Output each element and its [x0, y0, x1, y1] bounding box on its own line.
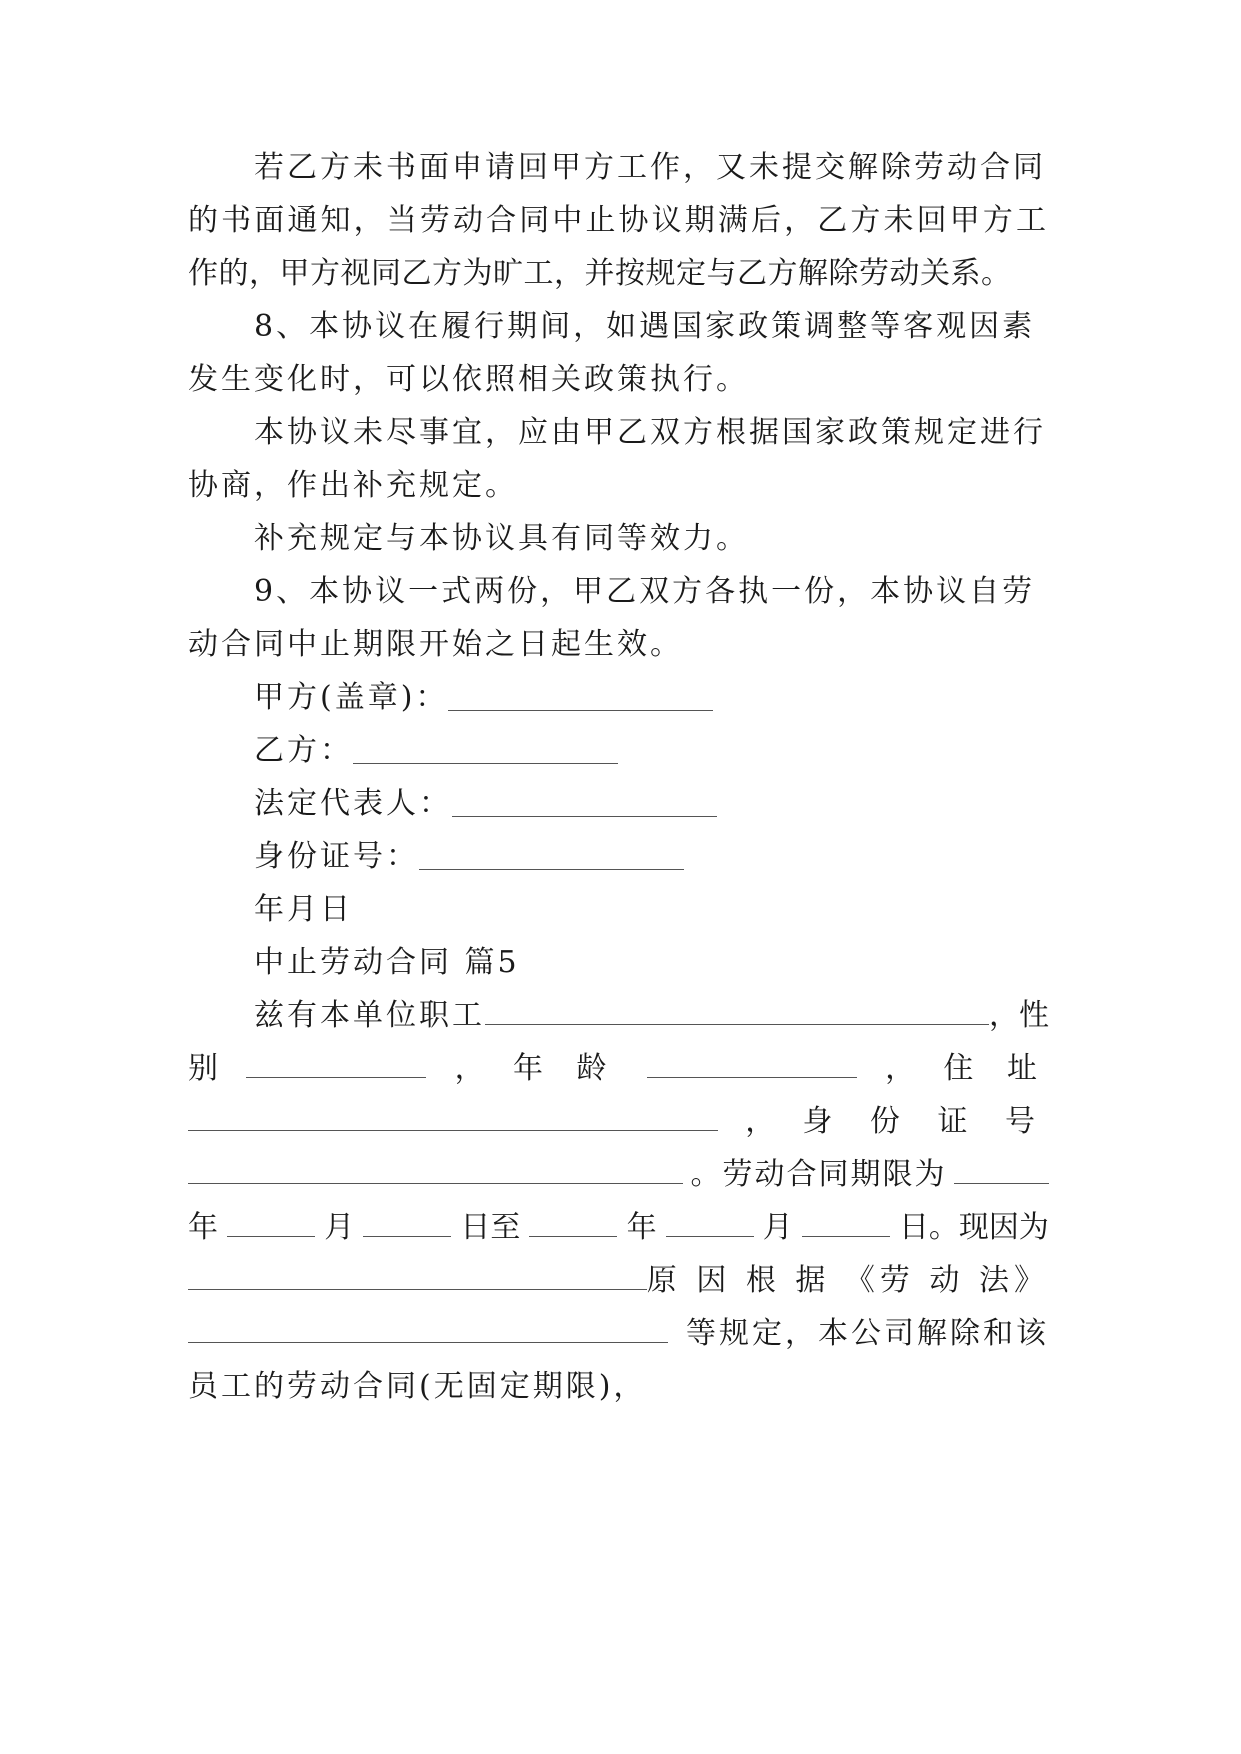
notice-text: ， — [745, 1104, 776, 1139]
notice-text: 别 — [188, 1051, 218, 1086]
signature-party-a — [254, 669, 1049, 727]
paragraph-line: 发生变化时，可以依照相关政策执行。 — [188, 362, 749, 397]
notice-text: 年 — [626, 1210, 657, 1245]
notice-text: 日至 — [460, 1210, 521, 1245]
paragraph-line: 作的，甲方视同乙方为旷工，并按规定与乙方解除劳动关系。 — [188, 256, 1012, 291]
paragraph-line: 9、本协议一式两份，甲乙双方各执一份，本协议自劳 — [254, 574, 1036, 609]
notice-line-4 — [188, 1146, 1049, 1204]
end-month-blank — [666, 1206, 754, 1237]
notice-text: 等规定，本公司解除和该 — [686, 1316, 1049, 1351]
notice-text: 月 — [324, 1210, 355, 1245]
notice-text: 日。现因为 — [898, 1210, 1049, 1245]
notice-line-2 — [188, 1040, 1049, 1098]
signature-id-number — [254, 828, 1049, 886]
notice-line-8: 员工的劳动合同(无固定期限)， — [188, 1369, 647, 1404]
notice-text: 。劳动合同期限为 — [690, 1157, 947, 1192]
notice-text: 月 — [762, 1210, 793, 1245]
signature-label: 乙方： — [254, 733, 353, 768]
address-blank — [188, 1100, 718, 1131]
notice-text: 住 址 — [943, 1051, 1049, 1086]
paragraph-line: 8、本协议在履行期间，如遇国家政策调整等客观因素 — [254, 309, 1036, 344]
paragraph-line: 本协议未尽事宜，应由甲乙双方根据国家政策规定进行 — [254, 415, 1046, 450]
start-year-blank — [227, 1206, 315, 1237]
notice-line-5 — [188, 1199, 1049, 1257]
signature-label: 法定代表人： — [254, 786, 452, 821]
signature-blank — [419, 839, 684, 870]
age-blank — [647, 1047, 857, 1078]
signature-blank — [448, 680, 713, 711]
signature-blank — [452, 786, 717, 817]
signature-label: 身份证号： — [254, 839, 419, 874]
id-number-blank — [188, 1153, 683, 1184]
reason-blank — [188, 1259, 647, 1290]
signature-party-b — [254, 722, 1049, 780]
notice-line-3 — [188, 1093, 1049, 1151]
signature-legal-rep — [254, 775, 1049, 833]
signature-label: 甲方(盖章)： — [254, 680, 449, 715]
signature-date: 年月日 — [254, 892, 353, 927]
end-day-blank — [802, 1206, 890, 1237]
end-year-blank — [529, 1206, 617, 1237]
notice-text: ，性 — [989, 998, 1049, 1033]
notice-text: 年 龄 — [512, 1051, 619, 1086]
employee-name-blank — [485, 994, 989, 1025]
notice-text: 年 — [188, 1210, 218, 1245]
notice-line-7 — [188, 1305, 1049, 1363]
gender-blank — [246, 1047, 426, 1078]
paragraph-line: 协商，作出补充规定。 — [188, 468, 518, 503]
paragraph-line: 的书面通知，当劳动合同中止协议期满后，乙方未回甲方工 — [188, 203, 1049, 238]
notice-text: 兹有本单位职工 — [254, 998, 485, 1033]
paragraph-line: 若乙方未书面申请回甲方工作，又未提交解除劳动合同 — [254, 150, 1046, 185]
notice-text: ， — [454, 1051, 485, 1086]
law-article-blank — [188, 1312, 668, 1343]
paragraph-line: 补充规定与本协议具有同等效力。 — [254, 521, 749, 556]
notice-line-1 — [254, 987, 1049, 1045]
notice-text: 身 份 证 号 — [802, 1104, 1049, 1139]
notice-text: ， — [885, 1051, 916, 1086]
notice-text: 原 因 根 据 《劳 动 法》 — [646, 1263, 1049, 1298]
section-heading: 中止劳动合同 篇5 — [254, 945, 520, 980]
paragraph-line: 动合同中止期限开始之日起生效。 — [188, 627, 683, 662]
start-month-blank — [363, 1206, 451, 1237]
signature-blank — [353, 733, 618, 764]
term-blank — [954, 1153, 1049, 1184]
notice-line-6 — [188, 1252, 1049, 1310]
